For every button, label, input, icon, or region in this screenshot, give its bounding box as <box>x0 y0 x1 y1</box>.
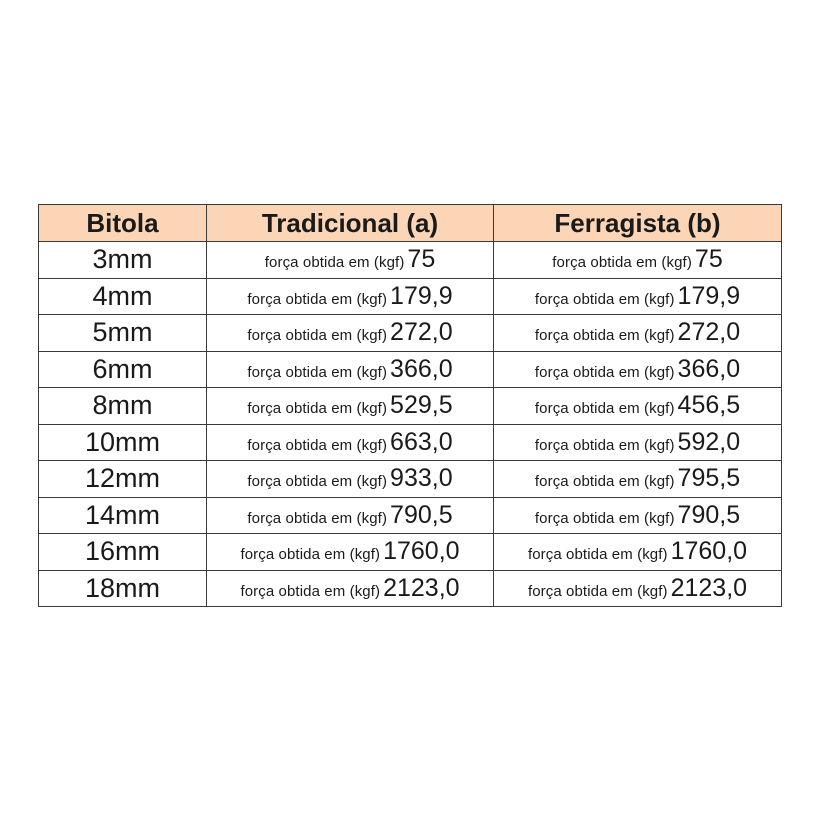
header-ferragista: Ferragista (b) <box>494 205 782 242</box>
force-label: força obtida em (kgf) <box>247 363 388 381</box>
force-value: 2123,0 <box>383 573 460 602</box>
force-value: 663,0 <box>390 427 453 456</box>
force-value: 75 <box>694 245 723 274</box>
bitola-cell: 4mm <box>39 278 207 315</box>
force-table <box>38 204 782 607</box>
force-label: força obtida em (kgf) <box>534 363 675 381</box>
force-label: força obtida em (kgf) <box>552 254 692 272</box>
ferragista-cell <box>494 315 782 352</box>
force-value: 1760,0 <box>670 537 748 566</box>
tradicional-cell <box>207 388 494 425</box>
force-value: 795,5 <box>677 464 741 493</box>
bitola-cell: 5mm <box>39 315 207 352</box>
tradicional-cell <box>207 534 494 571</box>
ferragista-cell <box>494 461 782 498</box>
force-value: 75 <box>407 245 436 274</box>
force-table-container <box>38 204 781 607</box>
header-tradicional: Tradicional (a) <box>207 205 494 242</box>
bitola-cell: 18mm <box>39 570 207 607</box>
force-value: 790,5 <box>677 500 741 529</box>
force-value: 366,0 <box>390 354 453 383</box>
ferragista-cell <box>494 424 782 461</box>
ferragista-cell <box>494 278 782 315</box>
header-row <box>39 205 782 242</box>
force-label: força obtida em (kgf) <box>534 473 675 491</box>
force-label: força obtida em (kgf) <box>240 582 381 600</box>
force-label: força obtida em (kgf) <box>247 509 388 527</box>
force-label: força obtida em (kgf) <box>247 473 388 491</box>
tradicional-cell <box>207 424 494 461</box>
ferragista-cell <box>494 497 782 534</box>
bitola-cell: 8mm <box>39 388 207 425</box>
table-row <box>39 278 782 315</box>
force-label: força obtida em (kgf) <box>534 400 675 418</box>
force-value: 179,9 <box>677 281 741 310</box>
force-label: força obtida em (kgf) <box>534 290 675 308</box>
force-label: força obtida em (kgf) <box>247 436 388 454</box>
table-row <box>39 461 782 498</box>
force-value: 529,5 <box>390 391 453 420</box>
header-bitola: Bitola <box>39 205 207 242</box>
force-value: 456,5 <box>677 391 741 420</box>
force-value: 366,0 <box>677 354 741 383</box>
table-row <box>39 242 782 279</box>
force-value: 272,0 <box>677 318 741 347</box>
force-label: força obtida em (kgf) <box>527 582 668 600</box>
tradicional-cell <box>207 497 494 534</box>
tradicional-cell <box>207 315 494 352</box>
force-value: 1760,0 <box>383 537 460 566</box>
bitola-cell: 14mm <box>39 497 207 534</box>
force-label: força obtida em (kgf) <box>240 546 381 564</box>
table-row <box>39 388 782 425</box>
table-row <box>39 424 782 461</box>
table-row <box>39 570 782 607</box>
ferragista-cell <box>494 242 782 279</box>
table-row <box>39 497 782 534</box>
force-label: força obtida em (kgf) <box>264 254 405 272</box>
ferragista-cell <box>494 534 782 571</box>
force-label: força obtida em (kgf) <box>247 400 388 418</box>
force-label: força obtida em (kgf) <box>527 546 668 564</box>
force-value: 272,0 <box>390 318 453 347</box>
force-label: força obtida em (kgf) <box>247 327 388 345</box>
table-row <box>39 315 782 352</box>
ferragista-cell <box>494 351 782 388</box>
bitola-cell: 10mm <box>39 424 207 461</box>
tradicional-cell <box>207 570 494 607</box>
force-label: força obtida em (kgf) <box>534 436 675 454</box>
force-value: 2123,0 <box>670 573 748 602</box>
force-value: 790,5 <box>390 500 453 529</box>
force-value: 179,9 <box>390 281 453 310</box>
tradicional-cell <box>207 351 494 388</box>
ferragista-cell <box>494 388 782 425</box>
force-value: 933,0 <box>390 464 453 493</box>
force-label: força obtida em (kgf) <box>534 509 675 527</box>
tradicional-cell <box>207 278 494 315</box>
table-row <box>39 351 782 388</box>
bitola-cell: 3mm <box>39 242 207 279</box>
bitola-cell: 6mm <box>39 351 207 388</box>
table-row <box>39 534 782 571</box>
tradicional-cell <box>207 242 494 279</box>
tradicional-cell <box>207 461 494 498</box>
bitola-cell: 16mm <box>39 534 207 571</box>
force-value: 592,0 <box>677 427 741 456</box>
force-label: força obtida em (kgf) <box>247 290 388 308</box>
bitola-cell: 12mm <box>39 461 207 498</box>
ferragista-cell <box>494 570 782 607</box>
force-label: força obtida em (kgf) <box>534 327 675 345</box>
